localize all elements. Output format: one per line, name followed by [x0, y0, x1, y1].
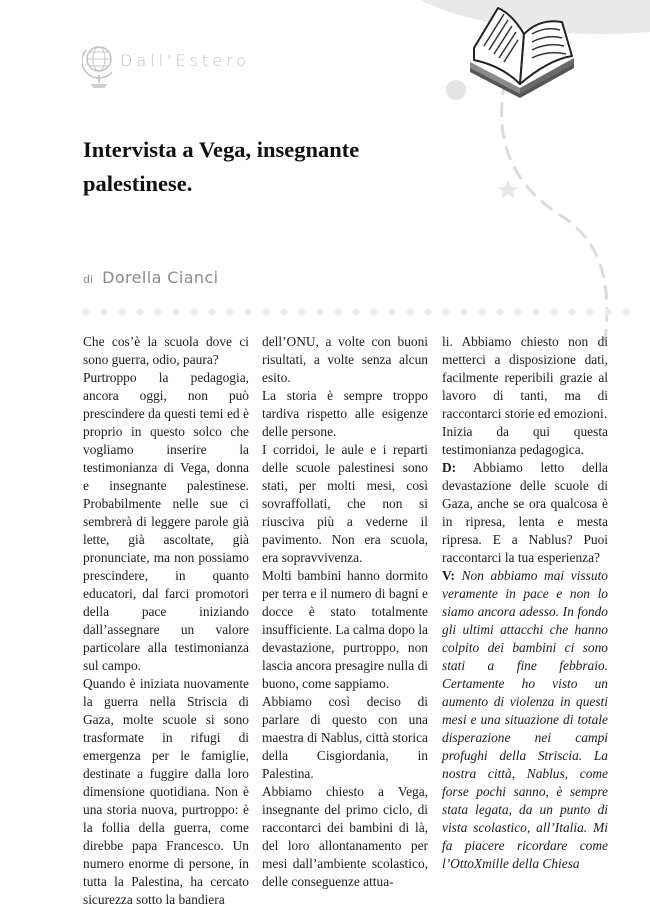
divider-dot — [244, 308, 251, 315]
author-name: Dorella Cianci — [102, 268, 219, 287]
divider-dot — [262, 308, 269, 315]
divider-dot — [496, 308, 503, 315]
answer-label: V: — [442, 568, 455, 583]
paragraph: Abbiamo chiesto a Vega, insegnante del primo ciclo, di raccontarci dei bambini di là, del loro allontanamento per mesi dall’ambiente scolastico, delle conseguenze attua- — [262, 784, 428, 889]
paragraph: La storia è sempre troppo tardiva rispetto alle esigenze delle persone. — [262, 388, 428, 439]
divider-dot — [190, 308, 197, 315]
question-text: Abbiamo letto della devastazione delle scuole di Gaza, anche se ora qualcosa è in ripresa, lenta e mesta ripresa. E a Nablus? Puoi raccontarci la tua esperienza? — [442, 460, 608, 565]
divider-dot — [406, 308, 413, 315]
divider-dot — [460, 308, 467, 315]
paragraph: Abbiamo così deciso di parlare di questo con una maestra di Nablus, città storica della Cisgiordania, in Palestina. — [262, 694, 428, 781]
paragraph: dell’ONU, a volte con buoni risultati, a volte senza alcun esito. — [262, 334, 428, 385]
byline — [83, 268, 219, 287]
divider-dot — [550, 308, 557, 315]
divider-dot — [208, 308, 215, 315]
question-label: D: — [442, 460, 457, 475]
text-column-1 — [83, 333, 249, 909]
divider-dot — [478, 308, 485, 315]
section-header — [82, 40, 302, 94]
divider-dot — [586, 308, 593, 315]
divider-dot — [334, 308, 341, 315]
divider-dot — [100, 308, 107, 315]
divider-dot — [388, 308, 395, 315]
divider-dot — [568, 308, 575, 315]
paragraph: I corridoi, le aule e i reparti delle scuole palestinesi sono stati, per molti mesi, così sovraffollati, che non si riusciva più a vederne il pavimento. Non era scuola, era sopravvivenza. — [262, 442, 428, 565]
paragraph: li. Abbiamo chiesto non di metterci a disposizione dati, facilmente reperibili grazie al lavoro di tanti, ma di raccontarci storie ed emozioni. — [442, 334, 608, 421]
star-decoration — [498, 180, 518, 199]
divider-dot — [226, 308, 233, 315]
dotted-divider — [80, 306, 640, 318]
divider-dot — [442, 308, 449, 315]
paragraph: Inizia da qui questa testimonianza pedagogica. — [442, 424, 608, 457]
text-column-2 — [262, 333, 428, 891]
divider-dot — [316, 308, 323, 315]
section-label: Dall'Estero — [120, 51, 250, 70]
divider-dot — [154, 308, 161, 315]
divider-dot — [118, 308, 125, 315]
divider-dot — [82, 308, 89, 315]
paragraph: Quando è iniziata nuovamente la guerra nella Striscia di Gaza, molte scuole si sono trasformate in rifugi di emergenza per le famiglie, destinate a fuggire dalla loro dimensione quotidiana. Non è una storia nuova, purtroppo: è la follia della guerra, come direbbe papa Francesco. Un numero enorme di persone, in tutta la Palestina, ha cercato sicurezza sotto la bandiera — [83, 676, 249, 907]
divider-dot — [280, 308, 287, 315]
question-paragraph — [442, 459, 608, 567]
byline-prefix: di — [83, 273, 94, 286]
divider-dot — [370, 308, 377, 315]
paragraph: Purtroppo la pedagogia, ancora oggi, non può prescindere da questi temi ed è proprio in questo solco che vogliamo inserire la testimonianza di Vega, donna e insegnante palestinese. Probabilmente nelle sue ci sembrerà di leggere parole già lette, già ascoltate, già pronunciate, ma non possiamo prescindere, in quanto educatori, dal farci promotori della pace iniziando dall’assegnare un valore particolare alla testimonianza sul campo. — [83, 370, 249, 673]
divider-dot — [136, 308, 143, 315]
paragraph: Che cos’è la scuola dove ci sono guerra, odio, paura? — [83, 334, 249, 367]
answer-paragraph — [442, 567, 608, 873]
answer-text: Non abbiamo mai vissuto veramente in pace e non lo siamo ancora adesso. In fondo gli ultimi attacchi che hanno colpito dei bambini ci sono stati a fine febbraio. Certamente ho visto un aumento di violenza in questi mesi e una situazione di totale disperazione nei campi profughi della Striscia. La nostra città, Nablus, come forse pochi sanno, è sempre stata legata, da un punto di vista scolastico, all’Italia. Mi fa piacere ricordare come l’OttoXmille della Chiesa — [442, 568, 608, 871]
divider-dot — [514, 308, 521, 315]
divider-dot — [622, 308, 629, 315]
divider-dot — [352, 308, 359, 315]
divider-dot — [604, 308, 611, 315]
dashed-swoosh-line — [502, 82, 607, 340]
article-title: Intervista a Vega, insegnante palestinese. — [83, 137, 360, 196]
globe-icon — [82, 40, 122, 94]
divider-dot — [424, 308, 431, 315]
open-book-icon — [462, 4, 580, 100]
text-column-3 — [442, 333, 608, 873]
divider-dot — [532, 308, 539, 315]
paragraph: Molti bambini hanno dormito per terra e il numero di bagni e docce è stato totalmente insufficiente. La calma dopo la devastazione, purtroppo, non lascia ancora presagire nulla di buono, come sappiamo. — [262, 568, 428, 691]
divider-dot — [298, 308, 305, 315]
divider-dot — [172, 308, 179, 315]
